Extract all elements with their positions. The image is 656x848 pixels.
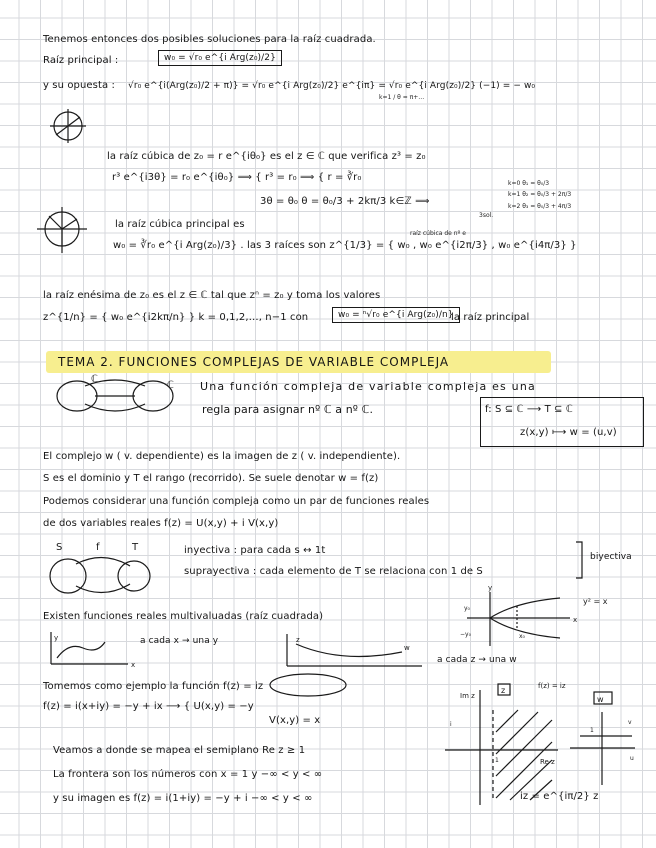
text-line-example-intro: Tomemos como ejemplo la función f(z) = iz [43, 681, 264, 692]
function-box-line-1: f: S ⊆ ℂ ⟶ T ⊆ ℂ [485, 404, 573, 415]
injective-mapping-sketch [48, 540, 168, 602]
half-plane-map-label: f(z) = iz [538, 682, 566, 690]
text-line-surjective: suprayectiva : cada elemento de T se relaciona con 1 de S [184, 566, 483, 577]
text-line-half-plane: Veamos a donde se mapea el semiplano Re z ≥ 1 [53, 745, 306, 756]
half-plane-label-Rez: Re z [540, 758, 555, 766]
text-line-each-x: a cada x → una y [140, 636, 219, 646]
cube-root-circle-sketch [22, 205, 102, 257]
image-plane-label-v: v [628, 719, 632, 726]
text-line-nth-root-suffix: la raíz principal [451, 312, 530, 323]
text-line-function-def-2: regla para asignar nº ℂ a nº ℂ. [202, 403, 374, 416]
label-C-left: ℂ [91, 374, 98, 385]
half-plane-label-Imz: Im z [460, 692, 475, 700]
graph-label-w: w [404, 644, 410, 652]
image-plane-label-one: 1 [590, 727, 594, 734]
text-line-nth-root-def: la raíz enésima de z₀ es el z ∈ ℂ tal que zⁿ = z₀ y toma los valores [43, 290, 381, 301]
text-line-principal-root-label: Raíz principal : [43, 55, 119, 66]
text-line-image-def: El complejo w ( v. dependiente) es la imagen de z ( v. independiente). [43, 451, 401, 462]
half-plane-zbox-label: z [501, 686, 506, 695]
cube-root-values-note: raíz cúbica de nº e [410, 230, 466, 237]
principal-root-box: w₀ = √r₀ e^{i Arg(z₀)/2} [158, 50, 282, 66]
graph-label-y: y [54, 634, 59, 642]
function-box-line-2: z(x,y) ⟼ w = (u,v) [520, 427, 617, 438]
text-line-injective: inyectiva : para cada s ↔ 1t [184, 545, 326, 556]
label-S: S [56, 542, 63, 553]
cube-root-case-2: k=1 θ₂ = θ₀/3 + 2π/3 [508, 191, 572, 198]
half-plane-wbox-label: w [597, 695, 604, 704]
text-line-multivalued: Existen funciones reales multivaluadas (raíz cuadrada) [43, 611, 324, 622]
opposite-root-formula: √r₀ e^{i(Arg(z₀)/2 + π)} = √r₀ e^{i Arg(z₀)/2} e^{iπ} = √r₀ e^{i Arg(z₀)/2} (−1) = − w₀ [128, 81, 536, 91]
graph-label-z: z [296, 636, 300, 644]
opposite-root-note: k=1 / θ = π+… [379, 94, 425, 101]
cube-root-case-1: k=0 θ₁ = θ₀/3 [508, 180, 550, 187]
real-function-graph-sketch [43, 630, 138, 670]
half-plane-label-i: i [450, 721, 452, 728]
text-line-domain-range: S es el dominio y T el rango (recorrido). Se suele denotar w = f(z) [43, 473, 379, 484]
text-line-pair-real: Podemos considerar una función compleja como un par de funciones reales [43, 496, 430, 507]
text-line-rotation: iz = e^{iπ/2} z [520, 791, 599, 802]
cube-root-case-3: k=2 θ₃ = θ₀/3 + 4π/3 [508, 203, 572, 210]
half-plane-label-one: 1 [495, 757, 499, 764]
text-line-two-variables: de dos variables reales f(z) = U(x,y) + i V(x,y) [43, 518, 279, 529]
image-plane-label-u: u [630, 755, 634, 762]
parabola-label-x: x [573, 616, 578, 624]
text-line-cube-root-eq1: r³ e^{i3θ} = r₀ e^{iθ₀} ⟹ { r³ = r₀ ⟹ { r = ∛r₀ [112, 172, 362, 183]
bijective-brace [576, 540, 586, 580]
text-line-each-z: a cada z → una w [437, 655, 517, 665]
square-root-circle-sketch [50, 104, 90, 144]
text-line-boundary-image: y su imagen es f(z) = i(1+iy) = −y + i −∞ < y < ∞ [53, 793, 313, 804]
function-circled-mark [268, 672, 348, 698]
complex-function-graph-sketch [282, 630, 432, 674]
nth-root-principal-box: w₀ = ⁿ√r₀ e^{i Arg(z₀)/n} [332, 307, 460, 323]
text-line-principal-cube-root: la raíz cúbica principal es [115, 219, 245, 230]
text-line-function-def-1: Una función compleja de variable compleja es una [200, 380, 536, 393]
half-plane-mapping-sketch [440, 680, 640, 830]
graph-label-x: x [131, 661, 136, 669]
text-line-cube-root-values: w₀ = ∛r₀ e^{i Arg(z₀)/3} . las 3 raíces son z^{1/3} = { w₀ , w₀ e^{i2π/3} , w₀ e^{i4π/3} } [113, 240, 577, 251]
label-T: T [132, 542, 139, 553]
parabola-label-minus-y0: −y₀ [460, 631, 471, 638]
text-line-example-decomp-2: V(x,y) = x [269, 715, 321, 726]
function-mapping-sketch [55, 374, 185, 424]
chapter-title: TEMA 2. FUNCIONES COMPLEJAS DE VARIABLE COMPLEJA [58, 355, 450, 369]
parabola-label-y: y [488, 584, 493, 592]
text-line-cube-root-eq2: 3θ = θ₀ θ = θ₀/3 + 2kπ/3 k∈ℤ ⟹ [260, 196, 430, 207]
label-f: f [96, 542, 100, 553]
cube-root-three-solutions: 3sol. [479, 212, 494, 219]
parabola-graph-sketch [455, 584, 608, 650]
parabola-label-y0: y₀ [464, 605, 470, 612]
parabola-equation: y² = x [583, 597, 608, 606]
text-line-bijective: biyectiva [590, 552, 632, 562]
text-line-cube-root-def: la raíz cúbica de z₀ = r e^{iθ₀} es el z ∈ ℂ que verifica z³ = z₀ [107, 151, 426, 162]
text-line-boundary: La frontera son los números con x = 1 y −∞ < y < ∞ [53, 769, 323, 780]
text-line-nth-root-values: z^{1/n} = { w₀ e^{i2kπ/n} } k = 0,1,2,…, n−1 con [43, 312, 309, 323]
text-line-opposite-root-label: y su opuesta : [43, 80, 115, 91]
text-line-example-decomp-1: f(z) = i(x+iy) = −y + ix ⟶ { U(x,y) = −y [43, 701, 254, 712]
label-C-right: ℂ [167, 380, 174, 391]
parabola-label-x0: x₀ [519, 633, 525, 640]
text-line-roots-intro: Tenemos entonces dos posibles soluciones para la raíz cuadrada. [43, 34, 376, 45]
